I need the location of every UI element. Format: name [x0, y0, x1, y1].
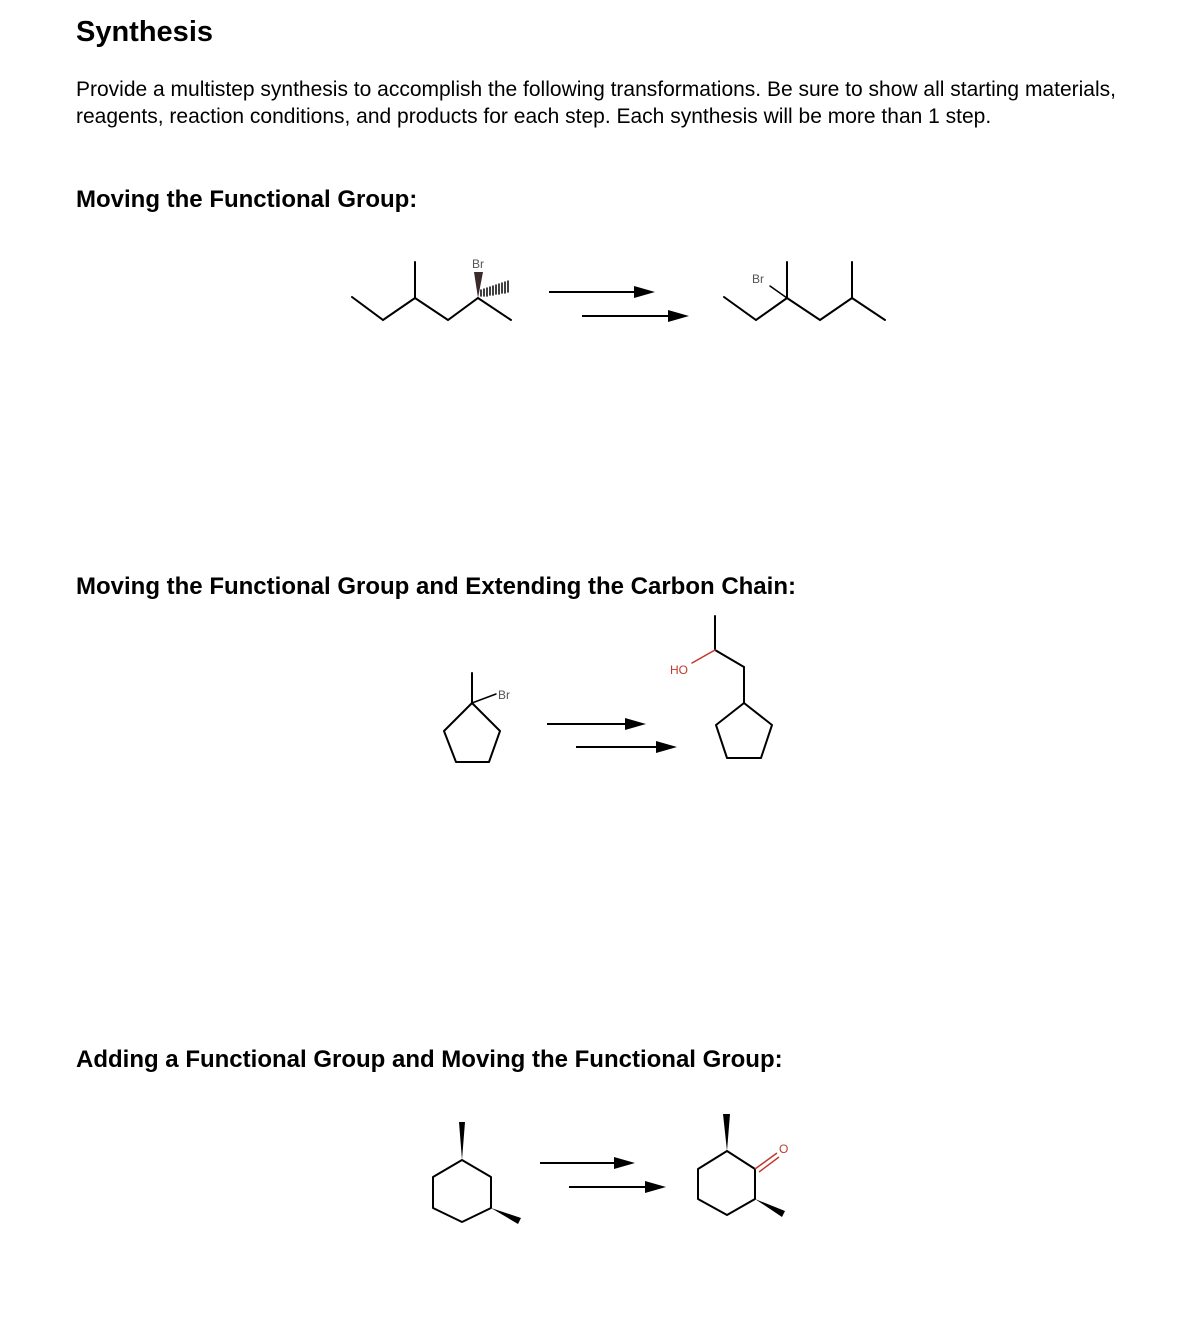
section-heading-adding-moving-fg: Adding a Functional Group and Moving the Functional Group: [76, 1046, 783, 1073]
wedge-bond [755, 1199, 785, 1217]
wedge-bond [723, 1114, 730, 1151]
carbonyl-double-bond [755, 1153, 779, 1172]
instructions-text: Provide a multistep synthesis to accomplish the following transformations. Be sure to show all starting materials, reagents, reaction conditions, and products for each step. Each synthesis will be more than 1 step. [76, 78, 1116, 128]
product-3 [698, 1151, 755, 1215]
wedge-bond [491, 1208, 521, 1224]
starting-material-3 [433, 1160, 491, 1222]
reaction-arrow-3 [540, 1157, 666, 1193]
bromine-label: Br [752, 272, 764, 286]
wedge-bond [459, 1122, 465, 1160]
bromine-label: Br [498, 688, 510, 702]
hydroxyl-label: HO [670, 663, 688, 677]
section-heading-moving-fg: Moving the Functional Group: [76, 186, 418, 213]
bromine-label: Br [472, 257, 484, 271]
page-title: Synthesis [76, 16, 213, 48]
carbonyl-oxygen-label: O [779, 1142, 789, 1156]
section-heading-moving-fg-extending-chain: Moving the Functional Group and Extending the Carbon Chain: [76, 573, 796, 600]
